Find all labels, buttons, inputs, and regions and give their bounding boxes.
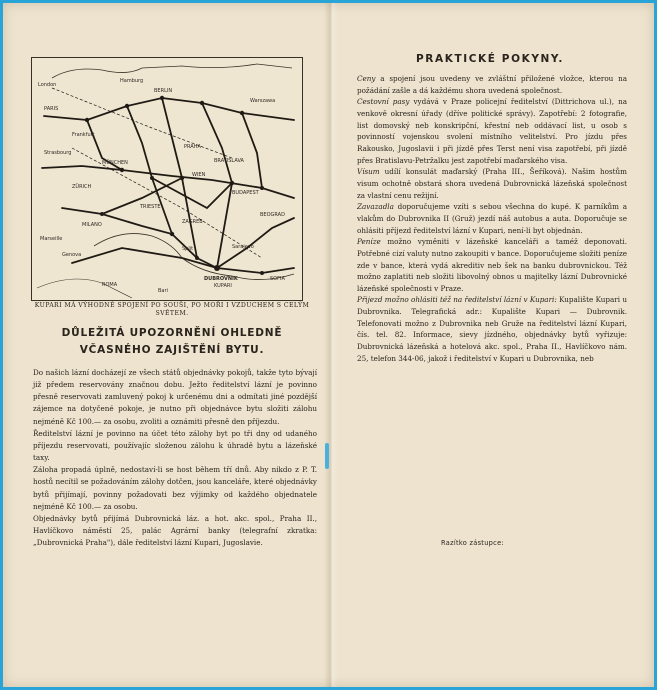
item-lead: Peníze	[357, 237, 381, 247]
item-text: a spojení jsou uvedeny ve zvláštní přiložené vložce, kterou na požádání zašle a dá každému shora uvedená společnost.	[357, 74, 627, 95]
practical-item	[357, 236, 627, 294]
map-label: Strasbourg	[44, 150, 72, 156]
item-text: vydává v Praze policejní ředitelství (Dittrichova ul.), na venkově okresní úřady (dříve politické správy). Zapotřebí: 2 fotografie, list domovský neb konskripční, křestní neb oddávací list, u osob s povinností vojenskou svolení místního velitelství. Pro jízdu přes Rakousko, Jugoslavii i při jízdě přes Terst není visa zapotřebí, při jízdě přes Bratislavu-Petržalku jest zapotřebí maďarského visa.	[357, 97, 627, 165]
map-label: MÜNCHEN	[102, 160, 128, 166]
map-label: KUPARI	[214, 283, 232, 289]
map-label: Sarajevo	[232, 244, 254, 250]
map-label: TRIESTE	[140, 204, 161, 210]
center-fold	[324, 3, 338, 687]
map-label: ZÜRICH	[72, 184, 92, 190]
right-title: PRAKTICKÉ POKYNY.	[416, 53, 564, 65]
practical-item	[357, 294, 627, 364]
map-label: PARIS	[44, 106, 59, 112]
map-label: Hamburg	[120, 78, 144, 84]
map-label: London	[38, 82, 57, 88]
practical-item	[357, 96, 627, 166]
item-lead: Vísum	[357, 167, 380, 177]
map-label: MILANO	[82, 222, 102, 228]
left-paragraph: Do našich lázní docházejí ze všech států objednávky pokojů, takže tyto bývají již předem reservovány značnou dobu. Ježto ředitelství lázní je povinno přesně reservovati zamluvený pokoj k určenému dni a odmítati jiné pozdější zájemce na dotyčené pokoje, je nutno při objednávce bytu složiti zálohu nejméně Kč 100.— za osobu, zvoliti a oznámiti přesně den příjezdu.	[33, 368, 317, 426]
left-paragraph: Ředitelství lázní je povinno na účet této zálohy byt po tři dny od udaného příjezdu reservovati, používajíc složenou zálohu k úhradě bytu a lázeňské taxy.	[33, 428, 317, 463]
left-heading: DŮLEŽITÁ UPOZORNĚNÍ OHLEDNĚ VČASNÉHO ZAJIŠTĚNÍ BYTU.	[61, 327, 283, 356]
item-lead: Ceny	[357, 74, 376, 83]
map-label: PRAHA	[184, 144, 201, 150]
practical-item	[357, 201, 627, 236]
left-body	[33, 367, 317, 549]
fold-tear	[325, 443, 329, 469]
item-text: udílí konsulát maďarský (Praha III., Šeříková). Našim hostům visum ochotně obstará shora uvedená Dubrovnická lázeňská společnost za vlastní cenu režijní.	[357, 167, 627, 200]
map-label: BERLIN	[154, 88, 173, 94]
item-text: doporučujeme vzíti s sebou všechna do kupé. K parníkům a vlakům do Dubrovnika II (Gruž) jezdí náš autobus a auta. Doporučuje se ohlásiti příjezd ředitelství lázní v Kupari, není-li byt objednán.	[357, 202, 627, 235]
map-caption: KUPARI MÁ VÝHODNÉ SPOJENÍ PO SOUŠI, PO MOŘI I VZDUCHEM S CELÝM SVĚTEM.	[34, 302, 310, 317]
right-body	[357, 73, 627, 364]
map-label: ROMA	[102, 282, 118, 288]
map-label: DUBROVNIK	[204, 276, 238, 282]
map-label: Genova	[62, 252, 82, 258]
route-map	[31, 57, 303, 301]
brochure-sheet	[3, 3, 654, 687]
map-label: Bari	[158, 288, 168, 294]
map-label: Split	[182, 246, 194, 252]
map-label: Frankfurt	[72, 132, 95, 138]
map-label: WIEN	[192, 172, 206, 178]
route-map-svg	[32, 58, 302, 300]
map-label: Warszawa	[250, 98, 276, 104]
map-label: BEOGRAD	[260, 212, 285, 218]
item-lead: Zavazadla	[357, 202, 394, 212]
item-lead: Cestovní pasy	[357, 97, 410, 107]
map-label: BRATISLAVA	[214, 158, 244, 164]
map-label: BUDAPEST	[232, 190, 259, 196]
left-paragraph: Záloha propadá úplně, nedostaví-li se host během tří dnů. Aby nikdo z P. T. hostů necítil se požadováním zálohy dotčen, jsou kanceláře, které objednávky bytů přijímají, povinny požadovati bez výjimky od každého objednatele nejméně Kč 100.— za osobu.	[33, 465, 317, 511]
map-label: SOFIA	[270, 276, 285, 282]
practical-item	[357, 73, 627, 96]
item-lead: Přijezd možno ohlásiti též na ředitelství lázní v Kupari:	[357, 295, 557, 305]
stamp-label: Razítko zástupce:	[441, 539, 504, 547]
map-label: ZAGREB	[182, 219, 203, 225]
practical-item	[357, 166, 627, 201]
left-paragraph: Objednávky bytů přijímá Dubrovnická láz. a hot. akc. spol., Praha II., Havlíčkovo náměstí 25, palác Agrární banky (telegrafní zkratka: „Dubrovnická Praha"), dále ředitelství lázní Kupari, Jugoslavie.	[33, 513, 317, 548]
item-text: možno vyměniti v lázeňské kanceláři a taméž deponovati. Potřebné cizí valuty nutno zakoupiti v bance. Doporučujeme složiti peníze zde v bance, která vydá akreditiv neb šek na banku dubrovnickou. Též možno zaplatiti neb složiti libovolný obnos u majitelky lázní Dubrovnické lázeňské společnosti v Praze.	[357, 237, 627, 293]
map-label: Marseille	[40, 236, 63, 242]
item-text: Kupalište Kupari u Dubrovnika. Telegrafická adr.: Kupalište Kupari — Dubrovnik. Telefonovati možno z Dubrovnika neb Gruže na ředitelství lázní Kupari, čís. tel. 82. Informace, sievy jízdného, objednávky bytů vyřizuje: Dubrovnická lázeňská a hotelová akc. spol., Praha II., Havlíčkovo nám. 25, telefon 344-06, jakož i ředitelství v Kupari u Dubrovnika, neb	[357, 295, 627, 363]
